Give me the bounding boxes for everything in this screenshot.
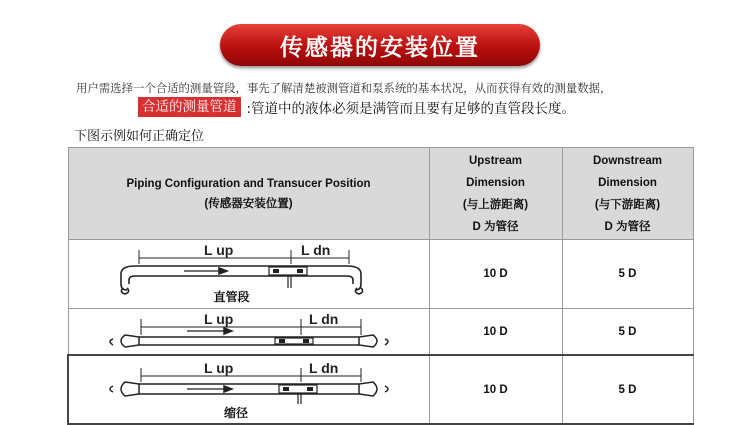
header-upstream bbox=[429, 148, 562, 240]
table-row bbox=[68, 240, 693, 309]
ldn-label: L dn bbox=[309, 360, 339, 376]
header-downstream-l3: (与下游距离) bbox=[594, 198, 661, 211]
downstream-value: 5 D bbox=[562, 309, 693, 356]
flanged-pipe-diagram bbox=[69, 309, 430, 354]
header-downstream-l4: D 为管径 bbox=[604, 220, 651, 233]
row-label: 缩径 bbox=[224, 406, 249, 420]
header-downstream bbox=[562, 148, 693, 240]
header-downstream-l1: Downstream bbox=[592, 154, 663, 167]
header-upstream-l4: D 为管径 bbox=[472, 220, 519, 233]
table-row bbox=[68, 309, 693, 356]
upstream-value: 10 D bbox=[429, 355, 562, 424]
lup-label: L up bbox=[204, 360, 234, 376]
header-config-cn: (传感器安装位置) bbox=[204, 197, 293, 210]
table-header-row bbox=[68, 148, 693, 240]
downstream-value: 5 D bbox=[562, 355, 693, 424]
downstream-value: 5 D bbox=[562, 240, 693, 309]
page-title: 传感器的安装位置 bbox=[280, 34, 480, 61]
lup-label: L up bbox=[203, 311, 233, 327]
intro-line-2-text: :管道中的液体必须是满管而且要有足够的直管段长度。 bbox=[246, 101, 576, 117]
header-upstream-l2: Dimension bbox=[466, 176, 525, 189]
highlight-term: 合适的测量管道 bbox=[138, 97, 241, 117]
lup-label: L up bbox=[203, 242, 233, 258]
intro-line-1: 用户需选择一个合适的测量管段，事先了解清楚被测管道和泵系统的基本状况，从而获得有效的测量数据， bbox=[76, 81, 612, 95]
row-label: 直管段 bbox=[213, 290, 250, 304]
pipe-figure-flanged bbox=[68, 309, 429, 356]
figure-caption: 下图示例如何正确定位 bbox=[74, 129, 205, 144]
piping-table bbox=[67, 147, 694, 425]
pipe-figure-straight bbox=[68, 240, 429, 309]
upstream-value: 10 D bbox=[429, 309, 562, 356]
header-config bbox=[68, 148, 429, 240]
reducer-pipe-diagram bbox=[69, 356, 430, 423]
ldn-label: L dn bbox=[300, 242, 330, 258]
title-banner bbox=[220, 24, 540, 66]
header-config-en: Piping Configuration and Transucer Position bbox=[126, 177, 371, 190]
header-upstream-l1: Upstream bbox=[468, 154, 523, 167]
header-upstream-l3: (与上游距离) bbox=[462, 198, 529, 211]
pipe-figure-reducer bbox=[68, 355, 429, 424]
header-downstream-l2: Dimension bbox=[598, 176, 657, 189]
intro-line-2 bbox=[138, 97, 575, 117]
upstream-value: 10 D bbox=[429, 240, 562, 309]
ldn-label: L dn bbox=[308, 311, 338, 327]
table-row bbox=[68, 355, 693, 424]
